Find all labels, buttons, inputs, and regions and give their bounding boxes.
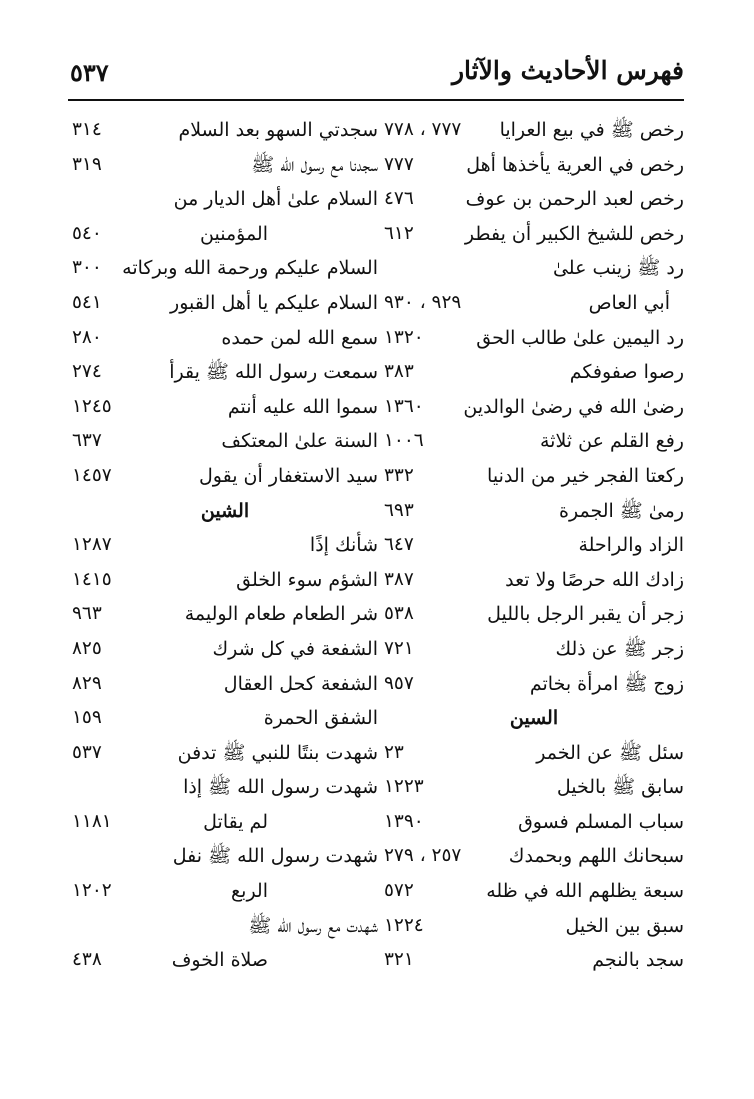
entry-page-ref: ٤٧٦ xyxy=(384,188,414,210)
index-entry xyxy=(72,321,378,356)
entry-page-ref: ٧٧٧ xyxy=(384,153,414,175)
entry-text: رد ﷺ زينب علىٰ xyxy=(552,257,684,280)
entry-text: سباب المسلم فسوق xyxy=(518,810,684,833)
index-entry xyxy=(384,563,684,598)
entry-text: سابق ﷺ بالخيل xyxy=(556,776,684,799)
entry-page-ref: ١٥٩ xyxy=(72,707,102,729)
index-entry xyxy=(72,632,378,667)
entry-page-ref: ٤٣٨ xyxy=(72,949,102,971)
entry-page-ref: ٩٢٩ ، ٩٣٠ xyxy=(384,291,462,313)
entry-text: زجر أن يقبر الرجل بالليل xyxy=(487,603,684,626)
page-title: فهرس الأحاديث والآثار xyxy=(451,56,684,85)
index-entry xyxy=(384,182,684,217)
entry-text: سبعة يظلهم الله في ظله xyxy=(486,880,684,903)
index-entry xyxy=(72,424,378,459)
index-entry xyxy=(72,217,378,252)
index-entry xyxy=(384,839,684,874)
index-entry xyxy=(384,355,684,390)
index-entry xyxy=(384,321,684,356)
index-entry xyxy=(384,113,684,148)
entry-page-ref: ٨٢٥ xyxy=(72,637,102,659)
entry-page-ref: ١٠٠٦ xyxy=(384,430,424,452)
entry-page-ref: ١١٨١ xyxy=(72,810,112,832)
index-entry xyxy=(384,217,684,252)
entry-text: سبق بين الخيل xyxy=(565,914,684,937)
entry-page-ref: ٦٩٣ xyxy=(384,499,414,521)
entry-page-ref: ٣٨٧ xyxy=(384,568,414,590)
entry-page-ref: ١٣٢٠ xyxy=(384,326,424,348)
index-entry xyxy=(384,632,684,667)
entry-page-ref: ١٤٥٧ xyxy=(72,464,112,486)
entry-page-ref: ٩٥٧ xyxy=(384,672,414,694)
entry-text: شر الطعام طعام الوليمة xyxy=(184,603,378,626)
entry-text: أبي العاص xyxy=(588,291,670,314)
entry-text: سمع الله لمن حمده xyxy=(221,326,378,349)
index-entry xyxy=(384,736,684,771)
index-entry xyxy=(72,770,378,805)
entry-text: سجدنا مع رسول الله ﷺ xyxy=(251,153,378,176)
entry-page-ref: ٢٧٤ xyxy=(72,361,102,383)
index-entry xyxy=(384,667,684,702)
index-entry xyxy=(72,943,378,978)
entry-text: الزاد والراحلة xyxy=(578,534,684,557)
entry-text: رخص في العرية يأخذها أهل xyxy=(466,153,684,176)
entry-text: السلام علىٰ أهل الديار من xyxy=(173,188,378,211)
entry-page-ref: ٢٨٠ xyxy=(72,326,102,348)
page-number: ٥٣٧ xyxy=(70,58,109,87)
index-entry xyxy=(384,251,684,286)
index-column-left xyxy=(72,113,378,978)
entry-page-ref: ٢٣ xyxy=(384,741,404,763)
section-heading: الشين xyxy=(200,499,250,522)
entry-text: سجد بالنجم xyxy=(592,949,684,972)
entry-text: سبحانك اللهم وبحمدك xyxy=(508,845,684,868)
index-entry xyxy=(72,355,378,390)
index-entry xyxy=(384,390,684,425)
entry-text: ركعتا الفجر خير من الدنيا xyxy=(487,464,684,487)
index-entry xyxy=(384,528,684,563)
index-column-right xyxy=(384,113,684,978)
entry-text: سيد الاستغفار أن يقول xyxy=(198,464,378,487)
index-entry xyxy=(72,286,378,321)
entry-page-ref: ٩٦٣ xyxy=(72,603,102,625)
entry-page-ref: ١٣٦٠ xyxy=(384,395,424,417)
entry-text: رخص للشيخ الكبير أن يفطر xyxy=(464,222,684,245)
entry-text: رصوا صفوفكم xyxy=(569,361,684,384)
entry-page-ref: ٣١٩ xyxy=(72,153,102,175)
index-entry xyxy=(384,286,684,321)
entry-page-ref: ١٤١٥ xyxy=(72,568,112,590)
index-entry xyxy=(384,909,684,944)
entry-page-ref: ٧٧٧ ، ٧٧٨ xyxy=(384,119,462,140)
entry-text: صلاة الخوف xyxy=(171,949,268,972)
index-entry xyxy=(72,701,378,736)
entry-text: لم يقاتل xyxy=(203,810,268,833)
entry-page-ref: ٥٣٨ xyxy=(384,603,414,625)
entry-text: السنة علىٰ المعتكف xyxy=(221,430,378,453)
index-entry xyxy=(72,113,378,148)
entry-text: شهدت رسول الله ﷺ نفل xyxy=(172,845,378,868)
entry-page-ref: ٣٨٣ xyxy=(384,361,414,383)
index-entry xyxy=(384,874,684,909)
entry-page-ref: ٦٤٧ xyxy=(384,534,414,556)
entry-page-ref: ٣١٤ xyxy=(72,119,102,140)
index-entry xyxy=(384,459,684,494)
entry-page-ref: ٦٣٧ xyxy=(72,430,102,452)
entry-text: رد اليمين علىٰ طالب الحق xyxy=(476,326,684,349)
entry-text: السلام عليكم ورحمة الله وبركاته xyxy=(122,257,378,280)
entry-page-ref: ٣٢١ xyxy=(384,949,414,971)
index-entry xyxy=(72,597,378,632)
entry-text: رخص ﷺ في بيع العرايا xyxy=(499,119,684,141)
entry-page-ref: ١٢٠٢ xyxy=(72,880,112,902)
index-entry xyxy=(72,874,378,909)
entry-page-ref: ١٢٢٣ xyxy=(384,776,424,798)
index-entry xyxy=(72,563,378,598)
entry-page-ref: ٢٥٧ ، ٢٧٩ xyxy=(384,845,462,867)
entry-text: رفع القلم عن ثلاثة xyxy=(539,430,684,453)
entry-text: شأنك إذًا xyxy=(309,534,378,557)
index-entry xyxy=(72,805,378,840)
entry-text: الشفعة في كل شرك xyxy=(212,637,378,660)
index-entry xyxy=(384,770,684,805)
entry-page-ref: ٥٧٢ xyxy=(384,880,414,902)
entry-text: شهدت مع رسول الله ﷺ xyxy=(248,914,378,937)
index-entry xyxy=(384,424,684,459)
entry-page-ref: ٨٢٩ xyxy=(72,672,102,694)
entry-page-ref: ٣٣٢ xyxy=(384,464,414,486)
index-entry xyxy=(72,909,378,944)
index-entry xyxy=(72,251,378,286)
entry-text: زجر ﷺ عن ذلك xyxy=(555,637,684,660)
entry-page-ref: ١٢٤٥ xyxy=(72,395,112,417)
entry-page-ref: ٥٤٠ xyxy=(72,222,102,244)
entry-page-ref: ٥٤١ xyxy=(72,291,102,313)
entry-page-ref: ١٣٩٠ xyxy=(384,810,424,832)
index-entry xyxy=(72,736,378,771)
entry-text: رضىٰ الله في رضىٰ الوالدين xyxy=(463,395,684,418)
index-entry xyxy=(384,148,684,183)
index-entry xyxy=(72,839,378,874)
entry-page-ref: ١٢٨٧ xyxy=(72,534,112,556)
entry-text: الربع xyxy=(231,880,268,903)
entry-text: الشفق الحمرة xyxy=(263,707,378,730)
entry-page-ref: ٦١٢ xyxy=(384,222,414,244)
index-entry xyxy=(384,494,684,529)
entry-text: سئل ﷺ عن الخمر xyxy=(536,741,684,764)
section-heading-row xyxy=(384,701,684,736)
entry-text: الشؤم سوء الخلق xyxy=(236,568,378,591)
index-entry xyxy=(384,597,684,632)
index-entry xyxy=(72,459,378,494)
index-entry xyxy=(72,182,378,217)
entry-text: الشفعة كحل العقال xyxy=(223,672,378,695)
entry-page-ref: ٣٠٠ xyxy=(72,257,102,279)
entry-page-ref: ٧٢١ xyxy=(384,637,414,659)
index-entry xyxy=(384,943,684,978)
entry-text: سجدتي السهو بعد السلام xyxy=(178,119,378,141)
entry-text: زادك الله حرصًا ولا تعد xyxy=(505,568,684,591)
entry-text: السلام عليكم يا أهل القبور xyxy=(170,291,378,314)
entry-page-ref: ٥٣٧ xyxy=(72,741,102,763)
index-entry xyxy=(384,805,684,840)
index-entry xyxy=(72,148,378,183)
page-header xyxy=(68,56,684,94)
entry-text: شهدت رسول الله ﷺ إذا xyxy=(183,776,378,799)
entry-text: سموا الله عليه أنتم xyxy=(227,395,378,418)
index-entry xyxy=(72,667,378,702)
entry-text: رخص لعبد الرحمن بن عوف xyxy=(465,188,684,211)
index-entry xyxy=(72,528,378,563)
entry-text: شهدت بنتًا للنبي ﷺ تدفن xyxy=(177,741,378,764)
entry-text: المؤمنين xyxy=(200,222,268,245)
entry-text: زوج ﷺ امرأة بخاتم xyxy=(529,672,684,695)
entry-text: رمىٰ ﷺ الجمرة xyxy=(559,499,684,522)
entry-text: سمعت رسول الله ﷺ يقرأ xyxy=(169,361,378,384)
section-heading-row xyxy=(72,494,378,529)
index-entry xyxy=(72,390,378,425)
entry-page-ref: ١٢٢٤ xyxy=(384,914,424,936)
section-heading: السين xyxy=(509,707,559,730)
header-divider xyxy=(68,99,684,101)
